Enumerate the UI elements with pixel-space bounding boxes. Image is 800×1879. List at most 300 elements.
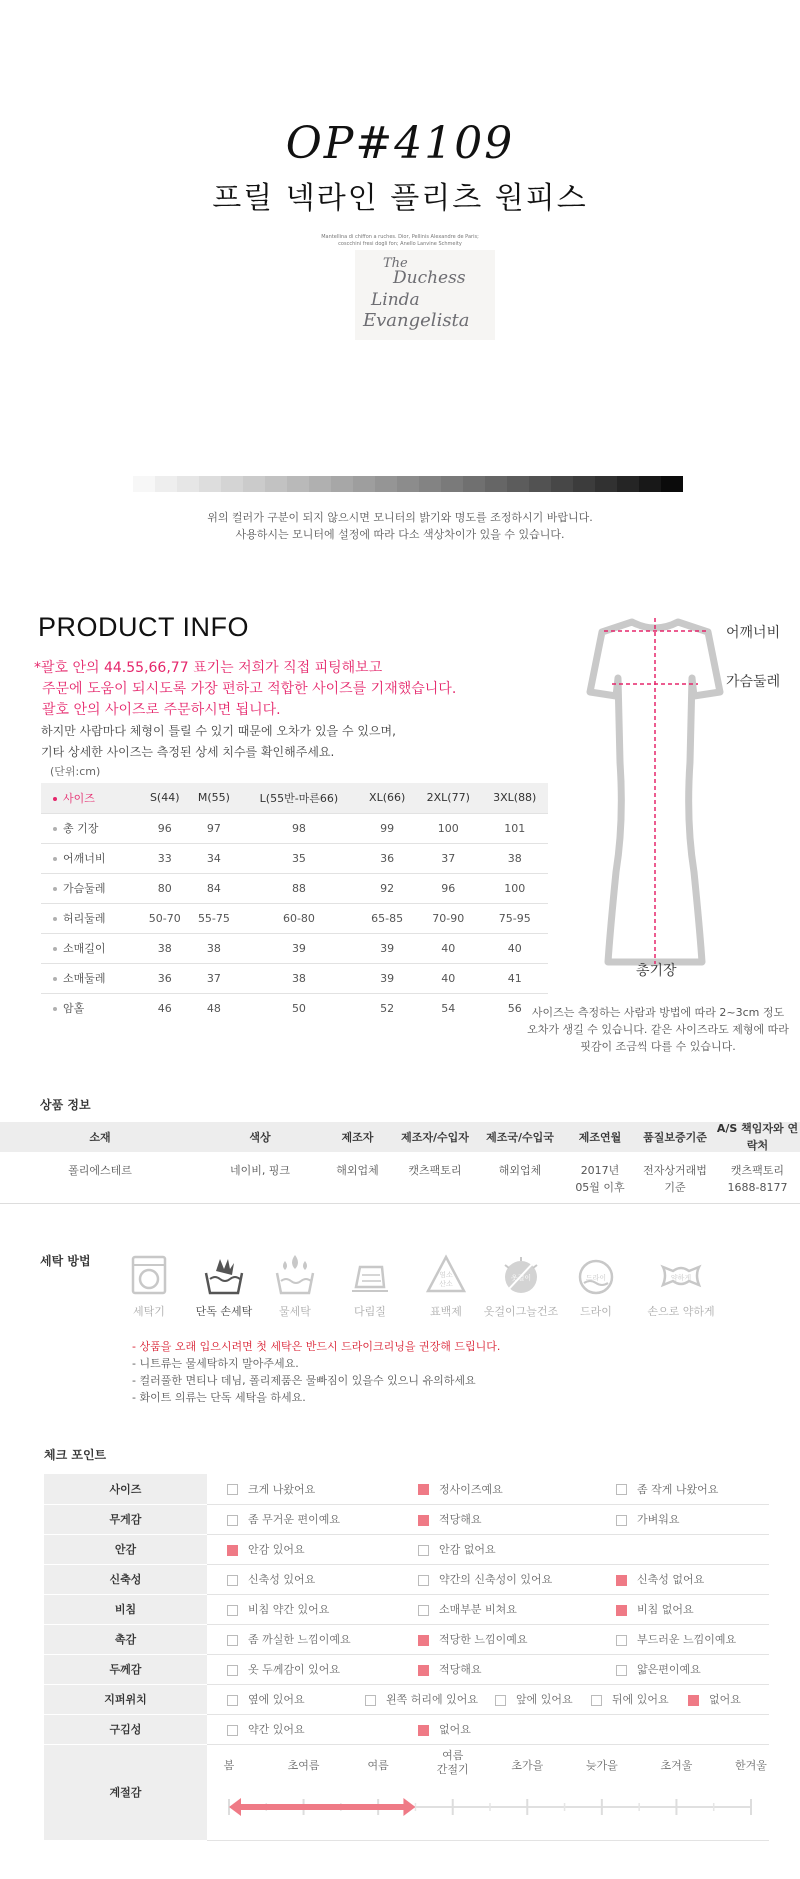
- grayscale-swatch: [485, 476, 507, 492]
- measurement-notice-line: 사이즈는 측정하는 사람과 방법에 따라 2~3cm 정도: [531, 1006, 785, 1019]
- size-cell: 34: [189, 843, 238, 873]
- size-cell: 97: [189, 813, 238, 843]
- wash-item: [406, 1253, 486, 1319]
- grayscale-swatch: [441, 476, 463, 492]
- details-value-line: 폴리에스테르: [68, 1164, 132, 1177]
- check-option[interactable]: [616, 1601, 694, 1617]
- check-option-label: 정사이즈예요: [439, 1482, 503, 1496]
- check-option-label: 옆에 있어요: [248, 1693, 305, 1706]
- size-cell: 39: [359, 963, 415, 993]
- check-options: [207, 1654, 769, 1684]
- grayscale-swatch: [617, 476, 639, 492]
- brand-logo: [355, 250, 495, 340]
- wash-item: [330, 1253, 410, 1319]
- checkbox-checked-icon[interactable]: [418, 1725, 429, 1736]
- size-cell: 92: [359, 873, 415, 903]
- check-row: [44, 1624, 769, 1654]
- check-option[interactable]: [227, 1631, 351, 1647]
- size-cell: 80: [140, 873, 189, 903]
- wring-icon: [659, 1253, 703, 1297]
- dry-clean-icon: [574, 1253, 618, 1297]
- season-label: 여름: [367, 1758, 389, 1772]
- checkbox-icon[interactable]: [616, 1635, 627, 1646]
- details-header-cell: 소재: [89, 1130, 111, 1144]
- season-scale: [207, 1744, 769, 1840]
- season-range-track: [207, 1745, 777, 1841]
- size-cell: 84: [189, 873, 238, 903]
- wash-label: 다림질: [354, 1305, 386, 1318]
- size-cell: 38: [239, 963, 360, 993]
- checkbox-checked-icon[interactable]: [418, 1635, 429, 1646]
- size-cell: 36: [359, 843, 415, 873]
- grayscale-swatch: [507, 476, 529, 492]
- grayscale-swatch: [551, 476, 573, 492]
- size-cell: 37: [415, 843, 481, 873]
- checkbox-checked-icon[interactable]: [227, 1545, 238, 1556]
- grayscale-swatch: [573, 476, 595, 492]
- check-row-label: 사이즈: [44, 1474, 207, 1504]
- size-header-cell: L(55반-마른66): [239, 783, 360, 813]
- check-row-label: 두께감: [44, 1654, 207, 1684]
- season-label: 초가을: [511, 1758, 544, 1772]
- size-row-label: [41, 933, 140, 963]
- size-row-label: [41, 813, 140, 843]
- grayscale-swatch: [419, 476, 441, 492]
- check-option[interactable]: [418, 1571, 552, 1587]
- size-cell: 55-75: [189, 903, 238, 933]
- dress-measurement-diagram: [580, 612, 730, 967]
- wash-item: [556, 1253, 636, 1319]
- check-option[interactable]: [616, 1481, 718, 1497]
- bullet-icon: [53, 1007, 57, 1011]
- wash-label: 손으로 약하게: [647, 1305, 715, 1318]
- check-option[interactable]: [227, 1691, 305, 1707]
- size-cell: 37: [189, 963, 238, 993]
- check-option-label: 신축성 있어요: [248, 1573, 316, 1586]
- wash-item: [109, 1253, 189, 1319]
- grayscale-swatch: [595, 476, 617, 492]
- check-options: [207, 1564, 769, 1594]
- bullet-icon: [53, 827, 57, 831]
- bullet-icon: [53, 947, 57, 951]
- check-option[interactable]: [418, 1541, 496, 1557]
- season-label: 늦가을: [585, 1758, 618, 1772]
- hand-wash-icon: [202, 1253, 246, 1297]
- checkbox-icon[interactable]: [495, 1695, 506, 1706]
- check-point-heading: 체크 포인트: [44, 1448, 107, 1462]
- check-option[interactable]: [616, 1631, 736, 1647]
- size-cell: 36: [140, 963, 189, 993]
- logo-text: Linda: [371, 290, 420, 310]
- fitting-notice-line: 주문에 도움이 되시도록 가장 편하고 적합한 사이즈를 기재했습니다.: [42, 681, 457, 697]
- details-header-cell: 품질보증기준: [643, 1130, 707, 1144]
- checkbox-icon[interactable]: [227, 1484, 238, 1495]
- checkbox-icon[interactable]: [227, 1725, 238, 1736]
- product-details-value-row: [0, 1152, 800, 1204]
- details-value-line: 05월 이후: [575, 1181, 625, 1194]
- size-cell: 40: [481, 933, 548, 963]
- bleach-icon: [424, 1253, 468, 1297]
- grayscale-swatch: [463, 476, 485, 492]
- bullet-icon: [53, 977, 57, 981]
- shoulder-label: 어깨너비: [726, 625, 781, 641]
- size-row-label: [41, 993, 140, 1023]
- check-option-label: 안감 없어요: [439, 1543, 496, 1556]
- check-option[interactable]: [227, 1661, 340, 1677]
- wash-item: [481, 1253, 561, 1319]
- checkbox-icon[interactable]: [365, 1695, 376, 1706]
- bullet-icon: [53, 887, 57, 891]
- bullet-icon: [53, 857, 57, 861]
- logo-text: Duchess: [393, 268, 466, 288]
- check-option-label: 가벼워요: [637, 1513, 680, 1526]
- size-header-cell: 2XL(77): [415, 783, 481, 813]
- check-option-label: 적당한 느낌이예요: [439, 1633, 528, 1646]
- size-row-label: [41, 873, 140, 903]
- grayscale-swatch: [331, 476, 353, 492]
- season-label: 봄: [223, 1758, 235, 1772]
- size-cell: 38: [140, 933, 189, 963]
- size-cell: 35: [239, 843, 360, 873]
- checkbox-checked-icon[interactable]: [688, 1695, 699, 1706]
- details-header-cell: A/S 책임자와 연락처: [716, 1122, 799, 1152]
- check-option[interactable]: [227, 1571, 315, 1587]
- checkbox-icon[interactable]: [616, 1665, 627, 1676]
- size-cell: 56: [481, 993, 548, 1023]
- size-row-label-text: 소매둘레: [63, 972, 106, 985]
- details-header-cell: 색상: [249, 1130, 271, 1144]
- check-option-label: 신축성 없어요: [637, 1573, 705, 1586]
- measurement-notice-line: 핏감이 조금씩 다를 수 있습니다.: [580, 1040, 736, 1053]
- check-option[interactable]: [227, 1511, 340, 1527]
- size-table-row: [41, 963, 548, 993]
- size-cell: 52: [359, 993, 415, 1023]
- details-value-line: 네이비, 핑크: [229, 1164, 291, 1177]
- check-row-label: 신축성: [44, 1564, 207, 1594]
- details-header-cell: 제조연월: [578, 1130, 622, 1144]
- details-value-line: 해외업체: [498, 1164, 542, 1177]
- product-code-title: OP#4109: [285, 118, 515, 169]
- grayscale-swatch: [221, 476, 243, 492]
- check-option-label: 크게 나왔어요: [248, 1482, 316, 1496]
- size-cell: 60-80: [239, 903, 360, 933]
- size-cell: 38: [481, 843, 548, 873]
- wash-label: 단독 손세탁: [195, 1305, 253, 1318]
- checkbox-checked-icon[interactable]: [418, 1515, 429, 1526]
- details-value-line: 1688-8177: [727, 1181, 788, 1194]
- grayscale-calibration-bar: [133, 476, 683, 492]
- check-option[interactable]: [418, 1631, 528, 1647]
- length-label: 총기장: [636, 963, 677, 979]
- size-table: [41, 783, 548, 1023]
- fitting-notice-line: *괄호 안의 44.55,66,77 표기는 저희가 직접 피팅해보고: [34, 660, 383, 676]
- check-option[interactable]: [227, 1601, 329, 1617]
- check-row: [44, 1714, 769, 1744]
- measurement-notice-line: 오차가 생길 수 있습니다. 같은 사이즈라도 제형에 따라: [527, 1023, 789, 1036]
- checkbox-icon[interactable]: [227, 1665, 238, 1676]
- size-cell: 40: [415, 933, 481, 963]
- details-value-cell: [200, 1162, 320, 1179]
- logo-caption-line: Mantellina di chiffon a ruches. Dior, Pellinis Alexandre de Paris;: [321, 234, 479, 240]
- check-option-label: 부드러운 느낌이예요: [637, 1633, 737, 1646]
- check-option-label: 왼쪽 허리에 있어요: [386, 1693, 479, 1706]
- size-cell: 40: [415, 963, 481, 993]
- size-table-row: [41, 813, 548, 843]
- wash-icon-text: 산소: [439, 1280, 453, 1288]
- check-option-label: 비침 약간 있어요: [248, 1603, 330, 1616]
- check-option[interactable]: [616, 1571, 704, 1587]
- size-cell: 46: [140, 993, 189, 1023]
- checkbox-icon[interactable]: [418, 1575, 429, 1586]
- check-option[interactable]: [227, 1721, 305, 1737]
- wash-item: [255, 1253, 335, 1319]
- check-point-table: [44, 1474, 769, 1841]
- product-name-title: 프릴 넥라인 플리츠 원피스: [212, 181, 588, 216]
- check-row-label: 구김성: [44, 1714, 207, 1744]
- washing-heading: 세탁 방법: [40, 1254, 91, 1268]
- wash-label: 드라이: [580, 1305, 612, 1318]
- size-disclaimer-line: 하지만 사람마다 체형이 틀릴 수 있기 때문에 오차가 있을 수 있으며,: [41, 724, 396, 738]
- measurement-notice: [516, 1004, 800, 1055]
- size-cell: 100: [415, 813, 481, 843]
- wash-item: [184, 1253, 264, 1319]
- grayscale-swatch: [353, 476, 375, 492]
- size-cell: 39: [359, 933, 415, 963]
- size-row-label-text: 가슴둘레: [63, 882, 106, 895]
- checkbox-checked-icon[interactable]: [418, 1484, 429, 1495]
- monitor-notice-line: 위의 컬러가 구분이 되지 않으시면 모니터의 밝기와 명도를 조정하시기 바랍니다.: [207, 511, 593, 524]
- check-option-label: 없어요: [709, 1693, 741, 1706]
- details-value-line: 전자상거래법: [643, 1164, 707, 1177]
- unit-label: (단위:cm): [50, 765, 101, 778]
- details-value-line: 해외업체: [336, 1164, 379, 1177]
- size-cell: 39: [239, 933, 360, 963]
- wash-icon-text: 드라이: [585, 1274, 607, 1282]
- check-row-label: 안감: [44, 1534, 207, 1564]
- check-option-label: 얇은편이예요: [637, 1663, 701, 1676]
- fitting-notice: [34, 658, 456, 721]
- details-value-cell: [635, 1162, 715, 1196]
- grayscale-swatch: [639, 476, 661, 492]
- size-header-label: 사이즈: [63, 791, 95, 805]
- size-cell: 101: [481, 813, 548, 843]
- bullet-icon: [53, 797, 57, 801]
- check-options: [207, 1594, 769, 1624]
- size-header-cell: 3XL(88): [481, 783, 548, 813]
- size-cell: 54: [415, 993, 481, 1023]
- check-option[interactable]: [688, 1691, 741, 1707]
- check-option-label: 앞에 있어요: [516, 1693, 573, 1706]
- check-row-label: 무게감: [44, 1504, 207, 1534]
- size-disclaimer-line: 기타 상세한 사이즈는 측정된 상세 치수를 확인해주세요.: [41, 745, 335, 759]
- check-options: [207, 1474, 769, 1504]
- check-option-label: 좀 작게 나왔어요: [637, 1482, 719, 1496]
- check-option[interactable]: [418, 1661, 482, 1677]
- checkbox-icon[interactable]: [591, 1695, 602, 1706]
- check-option-label: 좀 까실한 느낌이예요: [248, 1633, 351, 1646]
- check-option[interactable]: [418, 1511, 482, 1527]
- checkbox-icon[interactable]: [616, 1515, 627, 1526]
- product-info-heading: PRODUCT INFO: [38, 612, 250, 642]
- check-option[interactable]: [418, 1721, 471, 1737]
- grayscale-swatch: [133, 476, 155, 492]
- check-row-label: 비침: [44, 1594, 207, 1624]
- size-cell: 41: [481, 963, 548, 993]
- check-options: [207, 1624, 769, 1654]
- season-label-line: 여름: [442, 1748, 464, 1762]
- size-header-cell: M(55): [189, 783, 238, 813]
- logo-text: The: [383, 256, 408, 271]
- checkbox-icon[interactable]: [616, 1484, 627, 1495]
- wash-icon-text: 염소: [439, 1271, 453, 1279]
- checkbox-checked-icon[interactable]: [616, 1575, 627, 1586]
- grayscale-swatch: [397, 476, 419, 492]
- check-row: [44, 1534, 769, 1564]
- wash-note: - 컬러풀한 면티나 데님, 폴리제품은 물빠짐이 있을수 있으니 유의하세요: [132, 1374, 476, 1387]
- grayscale-swatch: [375, 476, 397, 492]
- logo-caption: [300, 234, 500, 248]
- wash-icon-text: 약하게: [670, 1274, 692, 1282]
- chest-label: 가슴둘레: [726, 674, 781, 690]
- wash-item: [641, 1253, 721, 1319]
- check-option[interactable]: [591, 1691, 669, 1707]
- check-option-label: 약간의 신축성이 있어요: [439, 1573, 553, 1586]
- check-option[interactable]: [418, 1601, 517, 1617]
- details-value-cell: [715, 1162, 800, 1196]
- size-cell: 99: [359, 813, 415, 843]
- size-header-cell: S(44): [140, 783, 189, 813]
- size-table-row: [41, 843, 548, 873]
- iron-icon: [348, 1253, 392, 1297]
- wash-note: - 화이트 의류는 단독 세탁을 하세요.: [132, 1391, 306, 1404]
- size-row-label: [41, 843, 140, 873]
- size-cell: 48: [189, 993, 238, 1023]
- details-value-cell: [320, 1162, 395, 1179]
- check-options: [207, 1714, 769, 1744]
- check-options: [207, 1504, 769, 1534]
- size-row-label-text: 총 기장: [63, 822, 99, 835]
- checkbox-icon[interactable]: [418, 1605, 429, 1616]
- details-header-cell: 제조국/수입국: [486, 1130, 554, 1144]
- check-options: [207, 1684, 769, 1714]
- details-value-line: 기준: [664, 1181, 686, 1194]
- check-row: [44, 1504, 769, 1534]
- size-disclaimer: [41, 721, 396, 763]
- check-option[interactable]: [227, 1541, 305, 1557]
- size-row-label-text: 허리둘레: [63, 912, 106, 925]
- check-option[interactable]: [227, 1481, 315, 1497]
- check-option[interactable]: [495, 1691, 573, 1707]
- check-option-label: 적당해요: [439, 1663, 482, 1676]
- check-option[interactable]: [616, 1661, 701, 1677]
- monitor-notice: [0, 509, 800, 543]
- size-cell: 100: [481, 873, 548, 903]
- check-row-label: 지퍼위치: [44, 1684, 207, 1714]
- season-label: 초겨울: [660, 1758, 693, 1772]
- details-value-line: 캣츠팩토리: [730, 1164, 785, 1177]
- wash-note: - 상품을 오래 입으시려면 첫 세탁은 반드시 드라이크리닝을 권장해 드립니다.: [132, 1340, 501, 1353]
- check-option-label: 소매부분 비쳐요: [439, 1603, 517, 1616]
- grayscale-swatch: [177, 476, 199, 492]
- product-details-header-row: [0, 1122, 800, 1152]
- details-value-cell: [0, 1162, 200, 1179]
- check-option-label: 좀 무거운 편이예요: [248, 1513, 341, 1526]
- size-header-cell: [41, 783, 140, 813]
- checkbox-icon[interactable]: [227, 1695, 238, 1706]
- wash-note: - 니트류는 물세탁하지 말아주세요.: [132, 1357, 299, 1370]
- check-option-label: 옷 두께감이 있어요: [248, 1663, 341, 1676]
- check-row: [44, 1654, 769, 1684]
- wash-label: 물세탁: [279, 1305, 311, 1318]
- details-value-cell: [565, 1162, 635, 1196]
- check-option-label: 안감 있어요: [248, 1543, 305, 1556]
- size-cell: 50-70: [140, 903, 189, 933]
- details-value-line: 2017년: [580, 1164, 620, 1177]
- size-cell: 38: [189, 933, 238, 963]
- grayscale-swatch: [309, 476, 331, 492]
- check-row: [44, 1594, 769, 1624]
- grayscale-swatch: [199, 476, 221, 492]
- size-row-label-text: 소매길이: [63, 942, 106, 955]
- season-label: 초여름: [287, 1758, 320, 1772]
- size-cell: 33: [140, 843, 189, 873]
- size-cell: 96: [140, 813, 189, 843]
- checkbox-checked-icon[interactable]: [418, 1665, 429, 1676]
- check-option[interactable]: [365, 1691, 478, 1707]
- size-cell: 88: [239, 873, 360, 903]
- size-cell: 98: [239, 813, 360, 843]
- season-label-line: 간절기: [436, 1762, 469, 1776]
- logo-text: Evangelista: [363, 310, 470, 331]
- fitting-notice-line: 괄호 안의 사이즈로 주문하시면 됩니다.: [42, 702, 281, 718]
- size-cell: 70-90: [415, 903, 481, 933]
- bullet-icon: [53, 917, 57, 921]
- check-option-label: 비침 없어요: [637, 1603, 694, 1616]
- details-header-cell: 제조자/수입자: [401, 1130, 469, 1144]
- size-cell: 75-95: [481, 903, 548, 933]
- checkbox-icon[interactable]: [227, 1605, 238, 1616]
- size-row-label: [41, 903, 140, 933]
- check-row-season: [44, 1744, 769, 1840]
- checkbox-icon[interactable]: [227, 1515, 238, 1526]
- wash-icon-text: 옷걸이: [510, 1274, 532, 1282]
- grayscale-swatch: [529, 476, 551, 492]
- details-value-cell: [395, 1162, 475, 1179]
- checkbox-icon[interactable]: [227, 1575, 238, 1586]
- size-cell: 96: [415, 873, 481, 903]
- check-row: [44, 1684, 769, 1714]
- season-label: 한겨울: [735, 1758, 767, 1772]
- washing-machine-icon: [127, 1253, 171, 1297]
- check-option[interactable]: [418, 1481, 503, 1497]
- wash-label: 세탁기: [133, 1305, 165, 1318]
- size-table-row: [41, 903, 548, 933]
- checkbox-checked-icon[interactable]: [616, 1605, 627, 1616]
- washing-notes: [132, 1338, 500, 1406]
- check-row-label: 촉감: [44, 1624, 207, 1654]
- checkbox-icon[interactable]: [418, 1545, 429, 1556]
- size-cell: 50: [239, 993, 360, 1023]
- checkbox-icon[interactable]: [227, 1635, 238, 1646]
- logo-caption-line: coscchini fresi dogli fon; Anello Lanvine Schmeity: [338, 241, 462, 247]
- grayscale-swatch: [661, 476, 683, 492]
- size-table-row: [41, 993, 548, 1023]
- size-table-row: [41, 873, 548, 903]
- size-cell: 65-85: [359, 903, 415, 933]
- check-option[interactable]: [616, 1511, 680, 1527]
- check-row: [44, 1564, 769, 1594]
- size-row-label-text: 어깨너비: [63, 852, 106, 865]
